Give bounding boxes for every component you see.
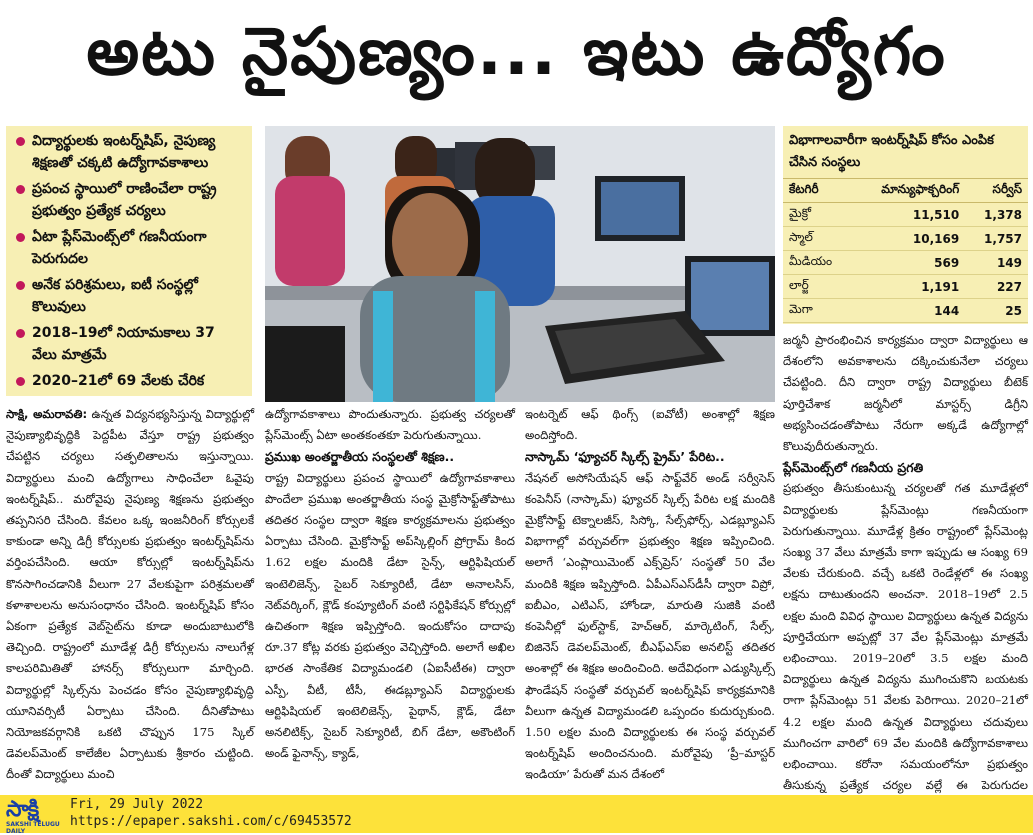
table-cell: 1,757: [965, 227, 1028, 251]
body-text: రాష్ట్ర విద్యార్థులు ప్రపంచ స్థాయిలో ఉద్యోగావకాశాలు పొందేలా ప్రముఖ అంతర్జాతీయ సంస్థ మైక్రోసాఫ్ట్‌తోపాటు తదితర సంస్థల ద్వారా శిక్షణ కార్యక్రమాలను ప్రభుత్వం ఏర్పాటు చేసింది. మైక్రోసాఫ్ట్ అప్‌స్కిల్లింగ్ ప్రోగ్రామ్ కింద 1.62 లక్షల మందికి డేటా సైన్స్, ఆర్టిఫిషియల్ ఇంటెలిజెన్స్, సైబర్ సెక్యూరిటీ, డేటా అనాలసిస్, నెట్‌వర్కింగ్, క్లౌడ్ కంప్యూటింగ్ వంటి సర్టిఫికేషన్ కోర్సుల్లో ఉచితంగా శిక్షణ ఇప్పిస్తోంది. ఇందుకోసం దాదాపు రూ.37 కోట్ల వరకు ప్రభుత్వం వెచ్చిస్తోంది. అలాగే అఖిల భారత సాంకేతిక విద్యామండలి (ఏఐసీటీఈ) ద్వారా ఎస్పీ, వీటీ, టీసీ, ఈడబ్ల్యూఎస్ విద్యార్థులకు ఆర్టిఫిషియల్ ఇంటెలిజెన్స్, పైథాన్, క్లౌడ్, డేటా అనలిటిక్స్, సైబర్ సెక్యూరిటీ, బిగ్ డేటా, అకౌంటింగ్ అండ్ ఫైనాన్స్, క్యాడ్,: [265, 470, 515, 761]
article-column-2: [265, 404, 515, 790]
footer-bar: [0, 795, 1033, 833]
body-text: ఉన్నత విద్యనభ్యసిస్తున్న విద్యార్థుల్లో నైపుణ్యాభివృద్ధికి పెద్దపీట వేస్తూ రాష్ట్ర ప్రభుత్వం చేపట్టిన చర్యలు సత్ఫలితాలను ఇస్తున్నాయి. విద్యార్థులు మంచి ఉద్యోగాలు సాధించేలా ఓవైపు ఇంటర్న్‌షిప్.. మరోవైపు నైపుణ్య శిక్షణను ప్రభుత్వం తప్పనిసరి చేసింది. కేవలం ఒక్క ఇంజనీరింగ్ కోర్సులకే కాకుండా అన్ని డిగ్రీ కోర్సులకు ప్రభుత్వం ఇంటర్న్‌షిప్‌ను వర్తింపచేసింది. ఆయా కోర్సుల్లో ఇంటర్న్‌షిప్‌ను కొనసాగించడానికి వీలుగా 27 వేలకుపైగా పరిశ్రమలతో కళాశాలలను అనుసంధానం చేసింది. ఇంటర్న్‌షిప్ కోసం ఏకంగా ప్రత్యేక వెబ్‌సైట్‌ను కూడా అందుబాటులోకి తెచ్చింది. రాష్ట్రంలో మూడేళ్ల డిగ్రీ కోర్సులను నాలుగేళ్ల కాలపరిమితితో హానర్స్ కోర్సులుగా మార్చింది. విద్యార్థుల్లో స్కిల్స్‌ను పెంచడం కోసం నైపుణ్యాభివృద్ధి యూనివర్సిటీ ఏర్పాటు చేసింది. దీనితోపాటు నియోజకవర్గానికి ఒకటి చొప్పున 175 స్కిల్ డెవలప్‌మెంట్ కాలేజీల ఏర్పాటుకు శ్రీకారం చుట్టింది. దీంతో విద్యార్థులు మంచి: [6, 407, 255, 782]
table-row: [783, 275, 1028, 299]
logo-text: సాక్షి: [6, 797, 39, 822]
highlight-item: ఏటా ప్లేస్‌మెంట్స్‌లో గణనీయంగా పెరుగుదల: [14, 226, 244, 270]
edition-date: Fri, 29 July 2022: [70, 797, 204, 812]
table-cell: 1,191: [852, 275, 965, 299]
table-header-row: [783, 179, 1028, 203]
highlights-box: [6, 126, 252, 396]
body-text: ప్రభుత్వం తీసుకుంటున్న చర్యలతో గత మూడేళ్లలో విద్యార్థులకు ప్లేస్‌మెంట్లు గణనీయంగా పెరుగుతున్నాయి. మూడేళ్ల క్రితం రాష్ట్రంలో ప్లేస్‌మెంట్ల సంఖ్య 37 వేలు మాత్రమే కాగా ఇప్పుడు ఆ సంఖ్య 69 వేలకు చేరుకుంది. వచ్చే ఒకటి రెండేళ్లలో ఈ సంఖ్య లక్షను దాటుతుందని అంచనా. 2018–19లో 2.5 లక్షల మంది వివిధ స్థాయిల విద్యార్థులు ఉన్నత విద్యను పూర్తిచేయగా అప్పట్లో 37 వేల ప్లేస్‌మెంట్లు మాత్రమే లభించాయి. 2019–20లో 3.5 లక్షల మంది విద్యార్థులు ఉన్నత విద్యను ముగించుకొని బయటకు రాగా ప్లేస్‌మెంట్లు 51 వేలకు పెరిగాయి. 2020–21లో 4.2 లక్షల మంది ఉన్నత విద్యార్థులు చదువులు ముగించగా వారిలో 69 వేల మందికి ఉద్యోగావకాశాలు లభించాయి. కరోనా సమయంలోనూ ప్రభుత్వం తీసుకున్న ప్రత్యేక చర్యల వల్లే ఈ పెరుగుదల: [783, 481, 1028, 793]
source-url[interactable]: https://epaper.sakshi.com/c/69453572: [70, 814, 352, 829]
table-cell: స్మాల్: [783, 227, 852, 251]
headline: అటు నైపుణ్యం... ఇటు ఉద్యోగం: [86, 12, 947, 90]
table-row: [783, 251, 1028, 275]
subheading: ప్రముఖ అంతర్జాతీయ సంస్థలతో శిక్షణ..: [265, 449, 455, 465]
logo-subtext: SAKSHI TELUGU DAILY: [6, 821, 60, 835]
table-cell: 11,510: [852, 203, 965, 227]
table-cell: మెగా: [783, 299, 852, 323]
subheading: ప్లేస్‌మెంట్స్‌లో గణనీయ ప్రగతి: [783, 460, 924, 476]
students-at-computers-photo: [265, 126, 775, 402]
column-header: సర్వీస్: [965, 179, 1028, 203]
article-column-4: [783, 330, 1028, 793]
highlight-item: విద్యార్థులకు ఇంటర్న్‌షిప్, నైపుణ్య శిక్షణతో చక్కటి ఉద్యోగావకాశాలు: [14, 130, 244, 174]
table-cell: 144: [852, 299, 965, 323]
body-text: నేషనల్ అసోసియేషన్ ఆఫ్ సాఫ్ట్‌వేర్ అండ్ సర్వీసెస్ కంపెనీస్ (నాస్కామ్) ఫ్యూచర్ స్కిల్స్ పేరిట లక్ష మందికి మైక్రోసాఫ్ట్ టెక్నాలజీస్, సిస్కో, సేల్స్‌ఫోర్స్, ఎడబ్ల్యూఎస్ విభాగాల్లో వర్చువల్‌గా ప్రభుత్వం శిక్షణ ఇప్పించింది. అలాగే ‘ఎంప్లాయిమెంట్ ఎక్స్‌ప్రెస్’ సంస్థతో 50 వేల మందికి శిక్షణ ఇప్పిస్తోంది. ఏపీఎస్ఎస్‌డీసీ ద్వారా విప్రో, ఐబీఎం, ఎటిఎస్‌, హోండా, మారుతి సుజికి వంటి కంపెనీల్లో ఫుల్‌స్టాక్, హెచ్ఆర్, మార్కెటింగ్, సేల్స్, బిజినెస్ డెవలప్‌మెంట్, బీఎఫ్ఎస్ఐ అనలిస్ట్ తదితర అంశాల్లో ఈ శిక్షణ అందించింది. అదేవిధంగా ఎడ్యుస్కిల్స్ ఫౌండేషన్ సంస్థతో వర్చువల్ ఇంటర్న్‌షిప్ కార్యక్రమానికి వీలుగా ఉన్నత విద్యామండలి ఒప్పందం కుదుర్చుకుంది. 1.50 లక్షల మంది విద్యార్థులకు ఈ సంస్థ వర్చువల్ ఇంటర్న్‌షిప్ అందించనుంది. మరోవైపు ‘ప్రీ–మాస్టర్ ఇండియా’ పేరుతో మన దేశంలో: [525, 470, 775, 782]
column-header: కేటగిరీ: [783, 179, 852, 203]
body-text: ఉద్యోగావకాశాలు పొందుతున్నారు. ప్రభుత్వ చర్యలతో ప్లేస్‌మెంట్స్ ఏటా అంతకంతకూ పెరుగుతున్నాయి.: [265, 407, 515, 443]
table-cell: 227: [965, 275, 1028, 299]
highlight-item: 2020–21లో 69 వేలకు చేరిక: [14, 370, 244, 392]
table-cell: మీడియం: [783, 251, 852, 275]
highlight-item: అనేక పరిశ్రమలు, ఐటీ సంస్థల్లో కొలువులు: [14, 274, 244, 318]
body-text: ఇంటర్నెట్ ఆఫ్ థింగ్స్ (ఐవోటీ) అంశాల్లో శిక్షణ అందిస్తోంది.: [525, 407, 775, 443]
table-cell: లార్జ్: [783, 275, 852, 299]
highlight-item: ప్రపంచ స్థాయిలో రాణించేలా రాష్ట్ర ప్రభుత్వం ప్రత్యేక చర్యలు: [14, 178, 244, 222]
table-cell: 25: [965, 299, 1028, 323]
article-column-3: [525, 404, 775, 790]
table-row: [783, 299, 1028, 323]
internship-orgs-table-box: [783, 126, 1028, 324]
table-row: [783, 203, 1028, 227]
table-cell: 569: [852, 251, 965, 275]
table-cell: 1,378: [965, 203, 1028, 227]
article-column-1: [6, 404, 254, 790]
table-row: [783, 227, 1028, 251]
body-text: జర్మనీ ప్రారంభించిన కార్యక్రమం ద్వారా విద్యార్థులు ఆ దేశంలోని అవకాశాలను దక్కించుకునేలా చర్యలు చేపట్టింది. దీని ద్వారా రాష్ట్ర విద్యార్థులు బీటెక్ పూర్తిచేశాక జర్మనీలో మాస్టర్స్ డిగ్రీని అభ్యసించడంతోపాటు నేరుగా అక్కడే ఉద్యోగాల్లో కొలువుదీరుతున్నారు.: [783, 333, 1028, 454]
subheading: నాస్కామ్ ‘ఫ్యూచర్ స్కిల్స్ ప్రైమ్’ పేరిట..: [525, 449, 725, 465]
table-cell: 10,169: [852, 227, 965, 251]
orgs-table: [783, 179, 1028, 323]
table-cell: 149: [965, 251, 1028, 275]
column-header: మాన్యుఫాక్చరింగ్: [852, 179, 965, 203]
sakshi-logo[interactable]: [6, 797, 62, 835]
dateline: సాక్షి, అమరావతి:: [6, 407, 88, 421]
table-cell: మైక్రో: [783, 203, 852, 227]
highlight-item: 2018–19లో నియామకాలు 37 వేలు మాత్రమే: [14, 322, 244, 366]
table-title: విభాగాలవారీగా ఇంటర్న్‌షిప్ కోసం ఎంపిక చేసిన సంస్థలు: [783, 126, 1028, 179]
